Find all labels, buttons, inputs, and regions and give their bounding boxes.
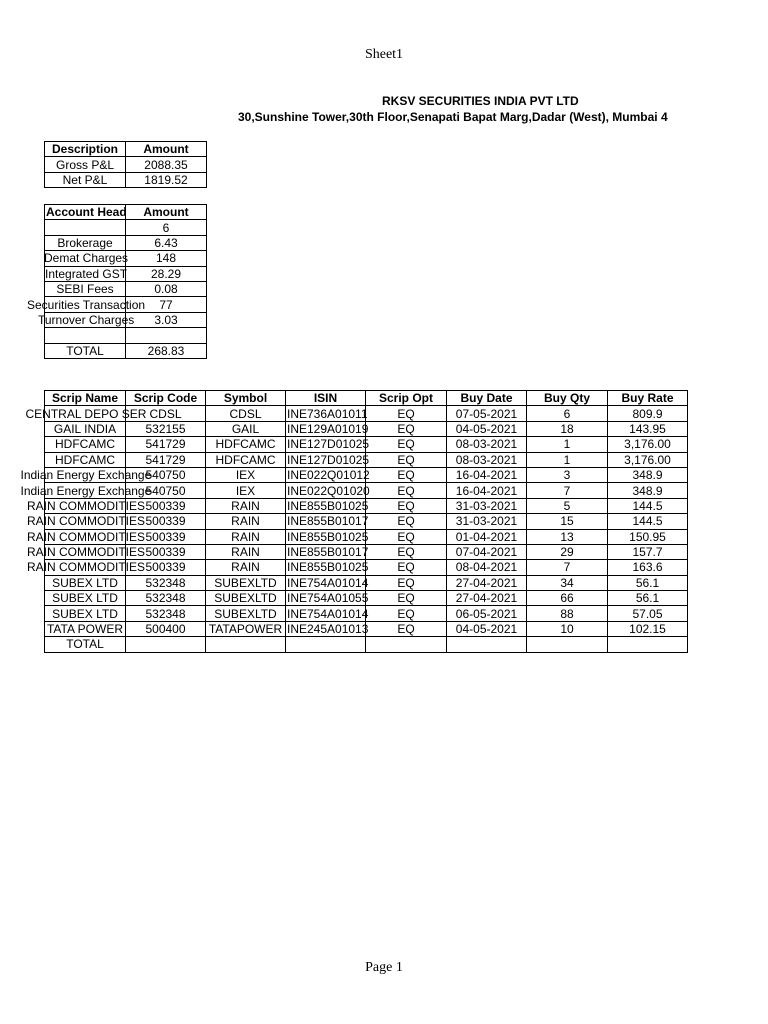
charges-cell: 6.43	[126, 235, 207, 250]
trades-cell: 540750	[126, 467, 206, 482]
trades-cell: CENTRAL DEPO SER	[25, 406, 147, 421]
trades-cell: 13	[527, 529, 608, 544]
sheet-title: Sheet1	[364, 47, 404, 62]
trades-cell: 56.1	[608, 591, 688, 606]
trades-cell: 07-05-2021	[447, 406, 527, 421]
trades-cell: 04-05-2021	[447, 421, 527, 436]
trades-cell: 532155	[126, 421, 206, 436]
trades-cell: 500339	[126, 544, 206, 559]
trades-row	[45, 606, 688, 621]
trades-cell: EQ	[366, 437, 447, 452]
trades-cell: INE754A01014	[287, 606, 369, 621]
trades-cell	[206, 637, 286, 652]
charges-row	[45, 251, 207, 266]
trades-cell: EQ	[366, 483, 447, 498]
charges-cell: Demat Charges	[44, 251, 129, 266]
summary-row	[45, 157, 207, 172]
summary-cell: 1819.52	[126, 172, 207, 187]
trades-cell: 29	[527, 544, 608, 559]
trades-cell: 31-03-2021	[447, 498, 527, 513]
charges-cell: SEBI Fees	[45, 281, 126, 296]
trades-cell: 27-04-2021	[447, 575, 527, 590]
trades-cell: 16-04-2021	[447, 483, 527, 498]
charges-row	[45, 312, 207, 327]
trades-row	[45, 498, 688, 513]
trades-row	[45, 544, 688, 559]
trades-cell: SUBEX LTD	[45, 591, 126, 606]
trades-row	[45, 560, 688, 575]
trades-cell: RAIN	[206, 498, 286, 513]
charges-header-cell: Account Head	[46, 205, 127, 220]
trades-cell: 541729	[126, 452, 206, 467]
summary-table	[44, 141, 207, 188]
trades-cell: HDFCAMC	[45, 437, 126, 452]
trades-cell: INE129A01019	[287, 421, 369, 436]
trades-header-cell: Symbol	[206, 391, 286, 406]
charges-cell	[45, 220, 126, 235]
trades-cell: 7	[527, 483, 608, 498]
trades-cell: HDFCAMC	[206, 452, 286, 467]
trades-cell: INE754A01055	[287, 591, 369, 606]
trades-cell: 16-04-2021	[447, 467, 527, 482]
trades-cell: INE127D01025	[287, 452, 370, 467]
trades-cell: RAIN COMMODITIES	[27, 514, 146, 529]
trades-row	[45, 514, 688, 529]
charges-cell: Brokerage	[45, 235, 126, 250]
trades-cell: 500339	[126, 529, 206, 544]
trades-cell: EQ	[366, 591, 447, 606]
company-name: RKSV SECURITIES INDIA PVT LTD	[382, 94, 579, 108]
trades-cell: INE855B01025	[287, 529, 369, 544]
trades-cell: INE022Q01012	[287, 468, 370, 483]
summary-row	[45, 172, 207, 187]
trades-cell: 500339	[126, 514, 206, 529]
trades-cell: 163.6	[608, 560, 688, 575]
trades-cell: EQ	[366, 575, 447, 590]
trades-cell: HDFCAMC	[45, 452, 126, 467]
trades-cell: IEX	[206, 483, 286, 498]
trades-cell: 6	[527, 406, 608, 421]
trades-cell: 34	[527, 575, 608, 590]
trades-cell: 5	[527, 498, 608, 513]
page-number: Page 1	[365, 960, 403, 975]
charges-header-cell: Amount	[126, 205, 207, 220]
trades-cell: EQ	[366, 606, 447, 621]
trades-cell: 532348	[126, 575, 206, 590]
trades-row	[45, 483, 688, 498]
trades-row	[45, 529, 688, 544]
trades-cell: 1	[527, 452, 608, 467]
charges-cell: 148	[126, 251, 207, 266]
summary-cell: Net P&L	[45, 172, 126, 187]
trades-cell: RAIN	[206, 544, 286, 559]
summary-header-row	[45, 142, 207, 157]
trades-cell	[366, 637, 447, 652]
trades-cell: SUBEXLTD	[206, 575, 286, 590]
trades-cell: 66	[527, 591, 608, 606]
trades-cell: EQ	[366, 544, 447, 559]
trades-cell: EQ	[366, 514, 447, 529]
trades-row	[45, 575, 688, 590]
trades-cell: 500400	[126, 621, 206, 636]
trades-cell: INE855B01017	[287, 545, 369, 560]
trades-cell: 102.15	[608, 621, 688, 636]
charges-cell: 268.83	[126, 343, 207, 358]
charges-row	[45, 328, 207, 343]
trades-cell: 08-03-2021	[447, 437, 527, 452]
trades-cell: 06-05-2021	[447, 606, 527, 621]
trades-cell: 541729	[126, 437, 206, 452]
trades-header-cell: Scrip Name	[45, 391, 126, 406]
trades-header-row	[45, 391, 688, 406]
trades-header-cell: Buy Rate	[608, 391, 688, 406]
trades-row	[45, 621, 688, 636]
trades-cell: 08-03-2021	[447, 452, 527, 467]
trades-row	[45, 437, 688, 452]
trades-cell: EQ	[366, 560, 447, 575]
trades-header-cell: Buy Date	[447, 391, 527, 406]
company-address: 30,Sunshine Tower,30th Floor,Senapati Bapat Marg,Dadar (West), Mumbai 4	[238, 110, 668, 124]
trades-cell: HDFCAMC	[206, 437, 286, 452]
trades-cell	[608, 637, 688, 652]
charges-cell: 3.03	[126, 312, 207, 327]
trades-cell: SUBEX LTD	[45, 606, 126, 621]
charges-row	[45, 297, 207, 312]
trades-cell: INE855B01025	[287, 560, 369, 575]
trades-cell: EQ	[366, 529, 447, 544]
charges-cell: 0.08	[126, 281, 207, 296]
charges-header-row	[45, 205, 207, 220]
trades-cell: EQ	[366, 421, 447, 436]
trades-cell: 57.05	[608, 606, 688, 621]
trades-cell	[447, 637, 527, 652]
trades-cell: IEX	[206, 467, 286, 482]
trades-cell: 144.5	[608, 498, 688, 513]
trades-cell: 3	[527, 467, 608, 482]
trades-cell: 07-04-2021	[447, 544, 527, 559]
charges-cell: Integrated GST	[45, 266, 128, 281]
trades-cell: GAIL	[206, 421, 286, 436]
trades-cell	[527, 637, 608, 652]
trades-cell: CDSL	[206, 406, 286, 421]
trades-cell: SUBEXLTD	[206, 591, 286, 606]
trades-row	[45, 591, 688, 606]
trades-cell: RAIN	[206, 560, 286, 575]
trades-cell: 7	[527, 560, 608, 575]
trades-cell: 1	[527, 437, 608, 452]
charges-cell: 6	[126, 220, 207, 235]
trades-cell: 540750	[126, 483, 206, 498]
trades-cell: INE245A01013	[287, 622, 369, 637]
trades-cell: 143.95	[608, 421, 688, 436]
trades-cell: INE127D01025	[287, 437, 370, 452]
trades-cell: RAIN COMMODITIES	[27, 545, 146, 560]
trades-cell: 532348	[126, 606, 206, 621]
trades-cell: INE855B01025	[287, 498, 369, 513]
trades-cell: 144.5	[608, 514, 688, 529]
trades-cell: EQ	[366, 467, 447, 482]
summary-header-cell: Amount	[126, 142, 207, 157]
trades-cell: 348.9	[608, 467, 688, 482]
charges-cell: 77	[126, 297, 207, 312]
charges-cell	[126, 328, 207, 343]
charges-table	[27, 204, 207, 359]
trades-cell: SUBEXLTD	[206, 606, 286, 621]
trades-cell: 10	[527, 621, 608, 636]
summary-cell: 2088.35	[126, 157, 207, 172]
trades-cell: 809.9	[608, 406, 688, 421]
trades-cell: SUBEX LTD	[45, 575, 126, 590]
charges-row	[45, 266, 207, 281]
trades-cell: 27-04-2021	[447, 591, 527, 606]
trades-cell: 01-04-2021	[447, 529, 527, 544]
trades-cell: RAIN	[206, 514, 286, 529]
trades-header-cell: Buy Qty	[527, 391, 608, 406]
trades-cell: 08-04-2021	[447, 560, 527, 575]
trades-cell: EQ	[366, 406, 447, 421]
charges-cell	[45, 328, 126, 343]
trades-cell: INE754A01014	[287, 575, 369, 590]
trades-cell	[126, 637, 206, 652]
trades-cell: Indian Energy Exchange	[20, 483, 152, 498]
trades-row	[45, 421, 688, 436]
trades-cell: RAIN COMMODITIES	[27, 529, 146, 544]
trades-cell: EQ	[366, 452, 447, 467]
trades-cell: 500339	[126, 498, 206, 513]
trades-header-cell: ISIN	[286, 391, 366, 406]
charges-row	[45, 281, 207, 296]
trades-cell: GAIL INDIA	[45, 421, 126, 436]
trades-cell: EQ	[366, 498, 447, 513]
trades-table	[20, 390, 688, 653]
trades-cell: 88	[527, 606, 608, 621]
charges-row	[45, 235, 207, 250]
charges-cell: Turnover Charges	[38, 312, 135, 327]
trades-cell: TATA POWER	[45, 621, 126, 636]
trades-cell: RAIN	[206, 529, 286, 544]
trades-cell	[286, 637, 366, 652]
summary-header-cell: Description	[45, 142, 126, 157]
trades-cell: 18	[527, 421, 608, 436]
trades-cell: 532348	[126, 591, 206, 606]
summary-cell: Gross P&L	[45, 157, 126, 172]
trades-cell: 56.1	[608, 575, 688, 590]
trades-cell: INE855B01017	[287, 514, 369, 529]
trades-cell: INE022Q01020	[287, 483, 370, 498]
trades-cell: 3,176.00	[608, 452, 688, 467]
trades-cell: CDSL	[126, 406, 206, 421]
trades-cell: EQ	[366, 621, 447, 636]
trades-cell: 150.95	[608, 529, 688, 544]
trades-cell: RAIN COMMODITIES	[27, 560, 146, 575]
trades-row	[45, 452, 688, 467]
charges-row	[45, 220, 207, 235]
trades-cell: RAIN COMMODITIES	[27, 498, 146, 513]
trades-row	[45, 637, 688, 652]
charges-cell: TOTAL	[45, 343, 126, 358]
trades-cell: 04-05-2021	[447, 621, 527, 636]
trades-cell: 3,176.00	[608, 437, 688, 452]
trades-header-cell: Scrip Code	[126, 391, 206, 406]
trades-cell: 348.9	[608, 483, 688, 498]
trades-cell: 31-03-2021	[447, 514, 527, 529]
charges-row	[45, 343, 207, 358]
trades-cell: 157.7	[608, 544, 688, 559]
trades-header-cell: Scrip Opt	[366, 391, 447, 406]
trades-cell: 500339	[126, 560, 206, 575]
trades-cell: TOTAL	[45, 637, 126, 652]
trades-row	[45, 406, 688, 421]
charges-cell: 28.29	[126, 266, 207, 281]
trades-cell: 15	[527, 514, 608, 529]
trades-cell: TATAPOWER	[206, 621, 286, 636]
trades-cell: Indian Energy Exchange	[20, 468, 152, 483]
trades-cell: INE736A01011	[287, 406, 368, 421]
charges-cell: Securities Transaction	[27, 297, 146, 312]
trades-row	[45, 467, 688, 482]
